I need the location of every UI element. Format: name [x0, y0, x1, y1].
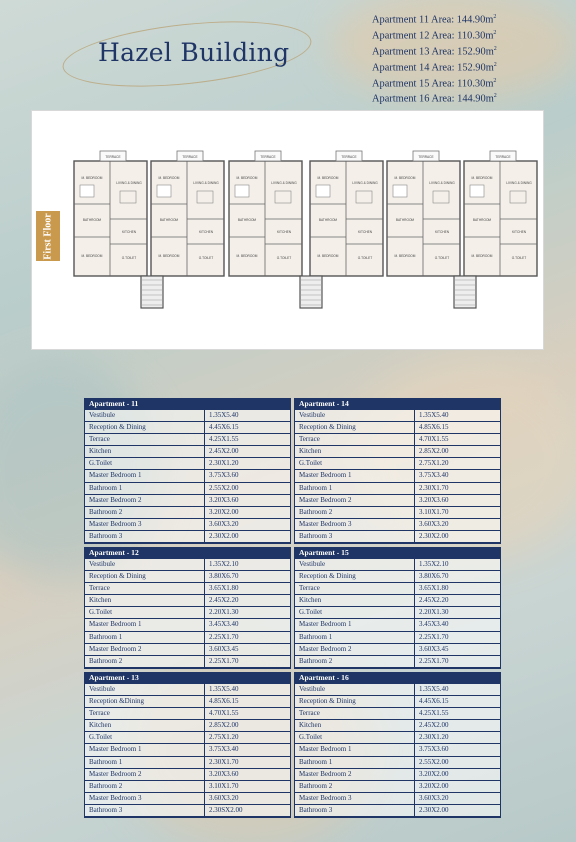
table-row: [295, 519, 500, 531]
room-name: Terrace: [295, 708, 415, 719]
table-row: [295, 470, 500, 482]
room-label: KITCHEN: [122, 230, 136, 234]
room-dimensions: 2.30X1.20: [419, 733, 449, 742]
stair-core: [300, 276, 322, 308]
table-body: [294, 684, 501, 818]
room-label: G.TOILET: [276, 256, 292, 260]
room-label: BATHROOM: [159, 218, 179, 222]
table-row: [295, 656, 500, 668]
room-dimensions: 1.35X5.40: [419, 411, 449, 419]
room-name: Bathroom 1: [295, 483, 415, 494]
floor-plan: [31, 110, 544, 350]
room-name: Vestibule: [85, 684, 205, 695]
room-dimensions: 2.30X1.20: [209, 459, 239, 468]
area-label: Apartment 15 Area:: [372, 77, 458, 89]
room-label: M. BEDROOM: [81, 176, 103, 180]
area-line: [372, 11, 497, 27]
area-line: [372, 27, 497, 43]
room-label: LIVING & DINING: [271, 181, 297, 185]
room-name: Reception & Dining: [85, 422, 205, 433]
room-dimensions: 4.25X1.55: [209, 435, 239, 444]
room-name: Master Bedroom 2: [85, 495, 205, 506]
room-dimensions: 3.60X3.20: [419, 793, 449, 802]
room-label: M. BEDROOM: [317, 176, 339, 180]
room-dimensions: 4.45X6.15: [419, 697, 449, 706]
terrace-label: TERRACE: [341, 155, 357, 159]
room-name: Kitchen: [85, 446, 205, 457]
room-label: KITCHEN: [199, 230, 213, 234]
room-label: M. BEDROOM: [394, 176, 416, 180]
table-body: [84, 559, 291, 669]
room-dimensions: 2.75X1.20: [209, 733, 239, 742]
table-row: [295, 458, 500, 470]
room-dimensions: 1.35X5.40: [419, 685, 449, 693]
room-dimensions: 1.35X2.10: [209, 560, 239, 568]
table-row: [85, 519, 290, 531]
area-label: Apartment 16 Area:: [372, 93, 458, 105]
room-label: M. BEDROOM: [471, 254, 493, 258]
room-dimensions: 2.25X1.70: [209, 656, 239, 665]
room-dimensions: 3.20X2.00: [209, 507, 239, 516]
room-name: Bathroom 1: [295, 757, 415, 768]
room-name: Bathroom 1: [85, 632, 205, 643]
room-name: Reception & Dining: [295, 571, 415, 582]
room-dimensions: 4.85X6.15: [419, 423, 449, 432]
table-row: [295, 757, 500, 769]
table-row: [295, 583, 500, 595]
table-row: [295, 781, 500, 793]
room-name: Bathroom 2: [295, 656, 415, 667]
room-dimensions: 2.30SX2.00: [209, 805, 243, 814]
room-dimensions: 3.75X3.40: [209, 745, 239, 754]
room-label: BATHROOM: [395, 218, 415, 222]
table-row: [295, 483, 500, 495]
table-row: [295, 410, 500, 422]
room-label: LIVING & DINING: [352, 181, 378, 185]
room-name: Terrace: [295, 434, 415, 445]
table-title: Apartment - 15: [294, 547, 501, 559]
table-row: [85, 769, 290, 781]
room-dimensions: 3.20X3.60: [419, 495, 449, 504]
table-title: Apartment - 14: [294, 398, 501, 410]
room-name: Master Bedroom 2: [295, 769, 415, 780]
room-label: KITCHEN: [358, 230, 372, 234]
room-dimensions: 1.35X5.40: [209, 411, 239, 419]
table-row: [85, 744, 290, 756]
table-row: [295, 531, 500, 543]
table-body: [84, 410, 291, 544]
room-name: Bathroom 1: [85, 757, 205, 768]
furniture-bed: [316, 185, 330, 197]
room-dimensions: 3.65X1.80: [419, 584, 449, 593]
furniture-bed: [235, 185, 249, 197]
room-label: M. BEDROOM: [158, 176, 180, 180]
room-name: Bathroom 3: [295, 805, 415, 816]
floor-label: First Floor: [36, 211, 60, 261]
table-row: [295, 644, 500, 656]
table-row: [295, 595, 500, 607]
room-dimensions: 4.85X6.15: [209, 697, 239, 706]
table-row: [85, 708, 290, 720]
table-row: [295, 507, 500, 519]
room-name: G.Toilet: [295, 732, 415, 743]
area-unit: 2: [493, 29, 497, 36]
apartment-table: [84, 547, 291, 669]
room-dimensions: 3.75X3.60: [419, 745, 449, 754]
table-row: [85, 583, 290, 595]
room-label: M. BEDROOM: [394, 254, 416, 258]
room-label: G.TOILET: [511, 256, 527, 260]
room-dimensions: 2.85X2.00: [419, 447, 449, 456]
room-dimensions: 2.75X1.20: [419, 459, 449, 468]
table-row: [295, 632, 500, 644]
room-dimensions: 2.25X1.70: [419, 656, 449, 665]
room-dimensions: 1.35X5.40: [209, 685, 239, 693]
room-label: KITCHEN: [512, 230, 526, 234]
room-name: Vestibule: [85, 410, 205, 421]
room-dimensions: 3.20X3.60: [209, 769, 239, 778]
room-label: KITCHEN: [277, 230, 291, 234]
room-dimensions: 3.80X6.70: [209, 572, 239, 581]
table-row: [85, 696, 290, 708]
area-line: [372, 75, 497, 91]
table-row: [85, 571, 290, 583]
table-row: [85, 434, 290, 446]
table-title: Apartment - 13: [84, 672, 291, 684]
table-body: [294, 410, 501, 544]
room-dimensions: 3.45X3.40: [209, 620, 239, 629]
room-name: Master Bedroom 1: [295, 470, 415, 481]
room-name: Kitchen: [85, 720, 205, 731]
room-label: BATHROOM: [472, 218, 492, 222]
table-row: [85, 531, 290, 543]
room-name: Vestibule: [295, 410, 415, 421]
apartment-table: [294, 547, 501, 669]
area-label: Apartment 12 Area:: [372, 30, 458, 42]
room-name: Master Bedroom 3: [295, 793, 415, 804]
table-row: [85, 595, 290, 607]
apartment-table: [84, 398, 291, 544]
area-unit: 2: [493, 61, 497, 68]
room-dimensions: 3.65X1.80: [209, 584, 239, 593]
room-dimensions: 2.85X2.00: [209, 721, 239, 730]
table-row: [85, 793, 290, 805]
room-dimensions: 1.35X2.10: [419, 560, 449, 568]
area-value: 110.30m: [457, 30, 494, 42]
room-name: Master Bedroom 2: [85, 644, 205, 655]
room-name: G.Toilet: [85, 607, 205, 618]
room-name: Kitchen: [295, 446, 415, 457]
room-label: M. BEDROOM: [471, 176, 493, 180]
room-dimensions: 3.10X1.70: [419, 507, 449, 516]
room-name: Master Bedroom 1: [85, 470, 205, 481]
room-name: Master Bedroom 3: [295, 519, 415, 530]
terrace-label: TERRACE: [260, 155, 276, 159]
room-dimensions: 3.10X1.70: [209, 781, 239, 790]
room-dimensions: 3.80X6.70: [419, 572, 449, 581]
room-name: Master Bedroom 1: [85, 619, 205, 630]
stair-core: [454, 276, 476, 308]
area-unit: 2: [493, 93, 497, 100]
room-dimensions: 4.70X1.55: [209, 709, 239, 718]
room-label: G.TOILET: [198, 256, 214, 260]
area-value: 144.90m: [457, 93, 494, 105]
room-name: Kitchen: [85, 595, 205, 606]
terrace-label: TERRACE: [418, 155, 434, 159]
room-name: G.Toilet: [295, 458, 415, 469]
room-name: Bathroom 1: [85, 483, 205, 494]
table-row: [295, 571, 500, 583]
room-dimensions: 4.45X6.15: [209, 423, 239, 432]
room-name: Terrace: [85, 583, 205, 594]
room-name: Bathroom 1: [295, 632, 415, 643]
room-dimensions: 3.75X3.60: [209, 471, 239, 480]
room-name: Bathroom 3: [85, 805, 205, 816]
room-name: Reception &Dining: [85, 696, 205, 707]
table-row: [295, 422, 500, 434]
apartment-table: [84, 672, 291, 818]
room-label: M. BEDROOM: [236, 254, 258, 258]
area-unit: 2: [493, 14, 497, 20]
stair-core: [141, 276, 163, 308]
room-dimensions: 2.30X2.00: [419, 805, 449, 814]
room-label: LIVING & DINING: [506, 181, 532, 185]
room-name: Vestibule: [295, 684, 415, 695]
table-row: [85, 781, 290, 793]
room-name: G.Toilet: [295, 607, 415, 618]
room-label: LIVING & DINING: [116, 181, 142, 185]
room-name: Master Bedroom 3: [85, 793, 205, 804]
room-label: M. BEDROOM: [317, 254, 339, 258]
room-name: Reception & Dining: [295, 696, 415, 707]
table-row: [85, 684, 290, 696]
area-value: 110.30m: [457, 77, 494, 89]
room-name: Terrace: [85, 434, 205, 445]
area-label: Apartment 13 Area:: [372, 46, 458, 58]
room-dimensions: 2.25X1.70: [419, 632, 449, 641]
room-name: Bathroom 3: [295, 531, 415, 542]
area-value: 144.90m: [456, 14, 494, 26]
room-name: Vestibule: [295, 559, 415, 570]
room-dimensions: 2.45X2.20: [419, 596, 449, 605]
room-dimensions: 3.60X3.45: [419, 644, 449, 653]
room-name: Bathroom 2: [85, 781, 205, 792]
room-name: G.Toilet: [85, 458, 205, 469]
table-row: [295, 434, 500, 446]
area-label: Apartment 11 Area:: [372, 14, 457, 26]
table-row: [295, 805, 500, 817]
room-dimensions: 3.75X3.40: [419, 471, 449, 480]
area-line: [372, 43, 497, 59]
room-dimensions: 2.45X2.00: [209, 447, 239, 456]
room-dimensions: 4.70X1.55: [419, 435, 449, 444]
room-dimensions: 2.45X2.20: [209, 596, 239, 605]
table-row: [85, 656, 290, 668]
room-dimensions: 2.30X2.00: [419, 531, 449, 540]
room-dimensions: 2.25X1.70: [209, 632, 239, 641]
room-label: G.TOILET: [434, 256, 450, 260]
room-dimensions: 3.20X2.00: [419, 781, 449, 790]
table-row: [85, 446, 290, 458]
furniture-bed: [470, 185, 484, 197]
room-dimensions: 2.55X2.00: [209, 483, 239, 492]
room-label: LIVING & DINING: [429, 181, 455, 185]
room-dimensions: 3.60X3.20: [209, 519, 239, 528]
table-row: [295, 793, 500, 805]
room-name: Kitchen: [295, 595, 415, 606]
room-label: LIVING & DINING: [193, 181, 219, 185]
room-name: Vestibule: [85, 559, 205, 570]
area-value: 152.90m: [457, 46, 494, 58]
furniture-bed: [393, 185, 407, 197]
apartment-table: [294, 672, 501, 818]
room-name: Bathroom 3: [85, 531, 205, 542]
room-dimensions: 2.30X1.70: [419, 483, 449, 492]
room-dimensions: 3.20X3.60: [209, 495, 239, 504]
room-name: Bathroom 2: [85, 656, 205, 667]
table-row: [295, 607, 500, 619]
table-row: [295, 744, 500, 756]
table-row: [85, 720, 290, 732]
room-name: Master Bedroom 1: [85, 744, 205, 755]
room-dimensions: 2.20X1.30: [419, 608, 449, 617]
table-row: [85, 507, 290, 519]
terrace-label: TERRACE: [495, 155, 511, 159]
table-row: [295, 559, 500, 571]
room-name: Master Bedroom 2: [295, 495, 415, 506]
terrace-label: TERRACE: [182, 155, 198, 159]
room-dimensions: 4.25X1.55: [419, 709, 449, 718]
table-body: [294, 559, 501, 669]
area-list: [372, 11, 497, 106]
terrace-label: TERRACE: [105, 155, 121, 159]
room-name: Bathroom 2: [295, 507, 415, 518]
table-row: [295, 684, 500, 696]
table-title: Apartment - 12: [84, 547, 291, 559]
room-name: Master Bedroom 1: [295, 744, 415, 755]
room-name: Bathroom 2: [295, 781, 415, 792]
room-name: Master Bedroom 3: [85, 519, 205, 530]
floor-plan-drawing: [72, 149, 542, 329]
table-row: [85, 619, 290, 631]
room-dimensions: 3.45X3.40: [419, 620, 449, 629]
room-dimensions: 2.30X2.00: [209, 531, 239, 540]
room-label: G.TOILET: [357, 256, 373, 260]
table-row: [295, 732, 500, 744]
table-title: Apartment - 16: [294, 672, 501, 684]
room-name: Master Bedroom 2: [85, 769, 205, 780]
table-row: [85, 559, 290, 571]
room-name: Terrace: [295, 583, 415, 594]
table-row: [295, 619, 500, 631]
room-dimensions: 2.45X2.00: [419, 721, 449, 730]
area-unit: 2: [493, 45, 497, 52]
room-name: Reception & Dining: [85, 571, 205, 582]
room-name: Master Bedroom 2: [295, 644, 415, 655]
table-row: [85, 644, 290, 656]
room-dimensions: 2.30X1.70: [209, 757, 239, 766]
room-label: M. BEDROOM: [81, 254, 103, 258]
table-row: [295, 720, 500, 732]
room-label: BATHROOM: [318, 218, 338, 222]
room-dimensions: 3.60X3.45: [209, 644, 239, 653]
table-body: [84, 684, 291, 818]
room-label: M. BEDROOM: [236, 176, 258, 180]
room-name: Kitchen: [295, 720, 415, 731]
room-label: M. BEDROOM: [158, 254, 180, 258]
table-row: [85, 422, 290, 434]
room-name: G.Toilet: [85, 732, 205, 743]
table-row: [295, 495, 500, 507]
room-label: G.TOILET: [121, 256, 137, 260]
room-dimensions: 3.60X3.20: [419, 519, 449, 528]
room-name: Terrace: [85, 708, 205, 719]
area-line: [372, 59, 497, 75]
room-label: KITCHEN: [435, 230, 449, 234]
room-dimensions: 3.60X3.20: [209, 793, 239, 802]
table-row: [85, 632, 290, 644]
apartment-table: [294, 398, 501, 544]
table-row: [85, 805, 290, 817]
table-row: [85, 495, 290, 507]
room-dimensions: 2.55X2.00: [419, 757, 449, 766]
table-row: [85, 732, 290, 744]
room-name: Reception & Dining: [295, 422, 415, 433]
page-title: Hazel Building: [98, 38, 290, 67]
table-title: Apartment - 11: [84, 398, 291, 410]
area-value: 152.90m: [457, 62, 494, 74]
table-row: [295, 708, 500, 720]
room-label: BATHROOM: [82, 218, 102, 222]
area-line: [372, 90, 497, 106]
furniture-bed: [80, 185, 94, 197]
table-row: [295, 769, 500, 781]
table-row: [85, 483, 290, 495]
room-name: Bathroom 2: [85, 507, 205, 518]
table-row: [85, 470, 290, 482]
area-unit: 2: [493, 77, 497, 84]
table-row: [295, 446, 500, 458]
table-row: [85, 458, 290, 470]
furniture-bed: [157, 185, 171, 197]
table-row: [85, 607, 290, 619]
table-row: [295, 696, 500, 708]
room-label: BATHROOM: [237, 218, 257, 222]
area-label: Apartment 14 Area:: [372, 62, 458, 74]
room-dimensions: 3.20X2.00: [419, 769, 449, 778]
table-row: [85, 410, 290, 422]
table-row: [85, 757, 290, 769]
room-dimensions: 2.20X1.30: [209, 608, 239, 617]
room-name: Master Bedroom 1: [295, 619, 415, 630]
